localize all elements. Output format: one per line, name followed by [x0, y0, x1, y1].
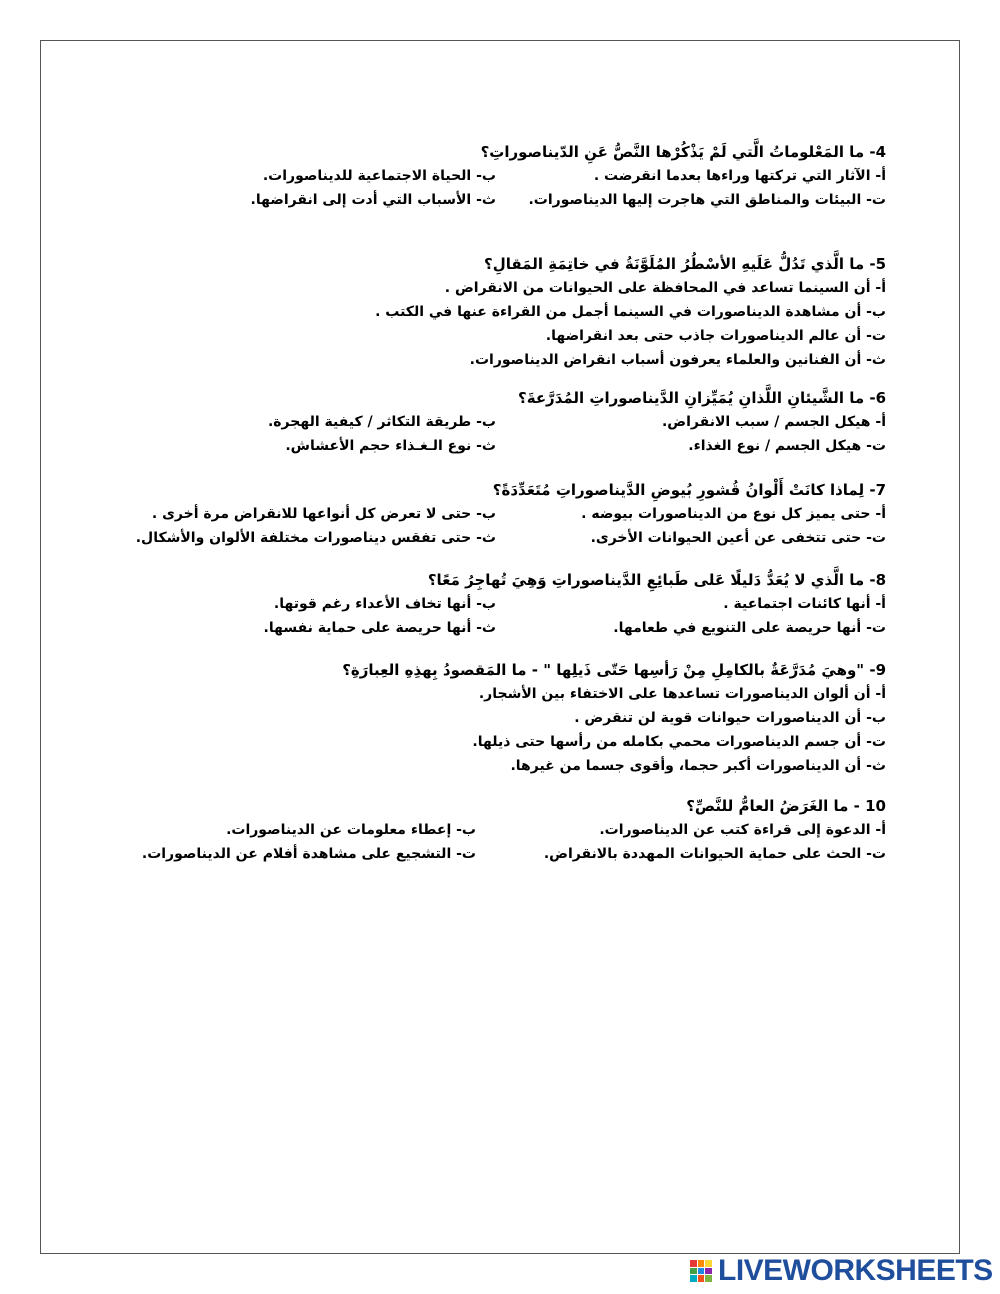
option-t[interactable]: ت- الحث على حماية الحيوانات المهددة بالانقراض.: [543, 846, 886, 862]
option-row: [46, 348, 886, 372]
option-a[interactable]: أ- الدعوة إلى قراءة كتب عن الديناصورات.: [599, 822, 886, 838]
option-a[interactable]: أ- الآثار التي تركتها وراءها بعدما انقرضت .: [593, 168, 886, 184]
option-b[interactable]: ب- الحياة الاجتماعية للديناصورات.: [262, 168, 496, 184]
option-t[interactable]: ت- أن عالم الديناصورات جاذب حتى بعد انقراضها.: [545, 328, 886, 344]
brand-name: LIVEWORKSHEETS: [718, 1254, 993, 1287]
option-b[interactable]: ب- حتى لا تعرض كل أنواعها للانقراض مرة أخرى .: [151, 506, 496, 522]
option-th[interactable]: ث- حتى تفقس ديناصورات مختلفة الألوان والأشكال.: [135, 530, 496, 546]
logo-grid-cell: [690, 1260, 697, 1267]
question-title: 7- لِماذا كانَتْ أَلْوانُ قُشورِ بُيوضِ الدَّيناصوراتِ مُتَعَدِّدَةً؟: [492, 481, 886, 499]
option-th[interactable]: ث- أن الديناصورات أكبر حجما، وأقوى جسما من غيرها.: [510, 758, 886, 774]
options-row: [46, 434, 886, 458]
options-row: [46, 410, 886, 434]
option-row: [46, 754, 886, 778]
options-row: [46, 616, 886, 640]
options-row: [46, 502, 886, 526]
options-row: [46, 164, 886, 188]
option-row: [46, 324, 886, 348]
question-title: 5- ما الَّذي تَدُلُّ عَلَيهِ الأسْطُرُ المُلَوَّنَةُ في خاتِمَةِ المَقالِ؟: [484, 255, 886, 273]
options-row: [46, 818, 886, 842]
option-a[interactable]: أ- هيكل الجسم / سبب الانقراض.: [661, 414, 886, 430]
option-th[interactable]: ث- الأسباب التي أدت إلى انقراضها.: [250, 192, 496, 208]
option-b[interactable]: ب- أنها تخاف الأعداء رغم قوتها.: [273, 596, 496, 612]
option-t[interactable]: ت- هيكل الجسم / نوع الغذاء.: [688, 438, 886, 454]
option-th[interactable]: ث- أن الفنانين والعلماء يعرفون أسباب انقراض الديناصورات.: [469, 352, 886, 368]
worksheet-page: [40, 40, 960, 1254]
option-t[interactable]: ت- حتى تتخفى عن أعين الحيوانات الأخرى.: [590, 530, 886, 546]
logo-grid-cell: [705, 1268, 712, 1275]
option-row: [46, 706, 886, 730]
question-title: 6- ما الشَّيئانِ اللَّذانِ يُمَيِّزانِ الدَّيناصوراتِ المُدَرَّعةَ؟: [518, 389, 886, 407]
question-title: 9- "وهيَ مُدَرَّعَةٌ بالكامِلِ مِنْ رَأسِها حَتّى ذَيلِها " - ما المَقصودُ بِهذِهِ العِبارَةِ؟: [342, 661, 886, 679]
logo-grid-cell: [705, 1275, 712, 1282]
logo-grid-icon: [690, 1260, 712, 1282]
option-b[interactable]: ب- أن مشاهدة الديناصورات في السينما أجمل من القراءة عنها في الكتب .: [375, 304, 886, 320]
logo-grid-cell: [698, 1260, 705, 1267]
liveworksheets-logo[interactable]: [690, 1254, 993, 1288]
logo-grid-cell: [698, 1268, 705, 1275]
option-row: [46, 682, 886, 706]
question-title: 8- ما الَّذي لا يُعَدُّ دَليلًا عَلى طَبائِعِ الدَّيناصوراتِ وَهِيَ تُهاجِرُ مَعًا؟: [427, 571, 886, 589]
logo-grid-cell: [690, 1275, 697, 1282]
options-row: [46, 842, 886, 866]
question-9: [46, 658, 886, 778]
logo-grid-cell: [690, 1268, 697, 1275]
option-t[interactable]: ت- أن جسم الديناصورات محمي بكامله من رأسها حتى ذيلها.: [472, 734, 886, 750]
question-6: [46, 386, 886, 458]
option-a[interactable]: أ- حتى يميز كل نوع من الديناصورات بيوضه .: [581, 506, 886, 522]
option-row: [46, 730, 886, 754]
options-row: [46, 592, 886, 616]
logo-grid-cell: [698, 1275, 705, 1282]
question-10: [46, 794, 886, 866]
option-a[interactable]: أ- أن ألوان الديناصورات تساعدها على الاختفاء بين الأشجار.: [478, 686, 886, 702]
option-th[interactable]: ث- أنها حريصة على حماية نفسها.: [263, 620, 496, 636]
option-th[interactable]: ت- التشجيع على مشاهدة أفلام عن الديناصورات.: [141, 846, 476, 862]
option-b[interactable]: ب- أن الديناصورات حيوانات قوية لن تنقرض .: [574, 710, 886, 726]
question-title: 4- ما المَعْلوماتُ الَّتي لَمْ يَذْكُرْها النَّصُّ عَنِ الدّيناصوراتِ؟: [480, 143, 886, 161]
logo-grid-cell: [705, 1260, 712, 1267]
option-t[interactable]: ت- أنها حريصة على التنويع في طعامها.: [613, 620, 886, 636]
option-t[interactable]: ت- البيئات والمناطق التي هاجرت إليها الديناصورات.: [528, 192, 886, 208]
option-a[interactable]: أ- أن السينما تساعد في المحافظة على الحيوانات من الانقراض .: [444, 280, 886, 296]
options-row: [46, 188, 886, 212]
options-row: [46, 526, 886, 550]
option-a[interactable]: أ- أنها كائنات اجتماعية .: [723, 596, 886, 612]
option-row: [46, 276, 886, 300]
option-b[interactable]: ب- طريقة التكاثر / كيفية الهجرة.: [267, 414, 496, 430]
question-title: 10 - ما الغَرَضُ العامُّ للنَّصِّ؟: [686, 797, 886, 815]
question-4: [46, 140, 886, 212]
option-b[interactable]: ب- إعطاء معلومات عن الديناصورات.: [226, 822, 476, 838]
question-8: [46, 568, 886, 640]
question-5: [46, 252, 886, 372]
option-th[interactable]: ث- نوع الـغـذاء حجم الأعشاش.: [285, 438, 496, 454]
option-row: [46, 300, 886, 324]
question-7: [46, 478, 886, 550]
